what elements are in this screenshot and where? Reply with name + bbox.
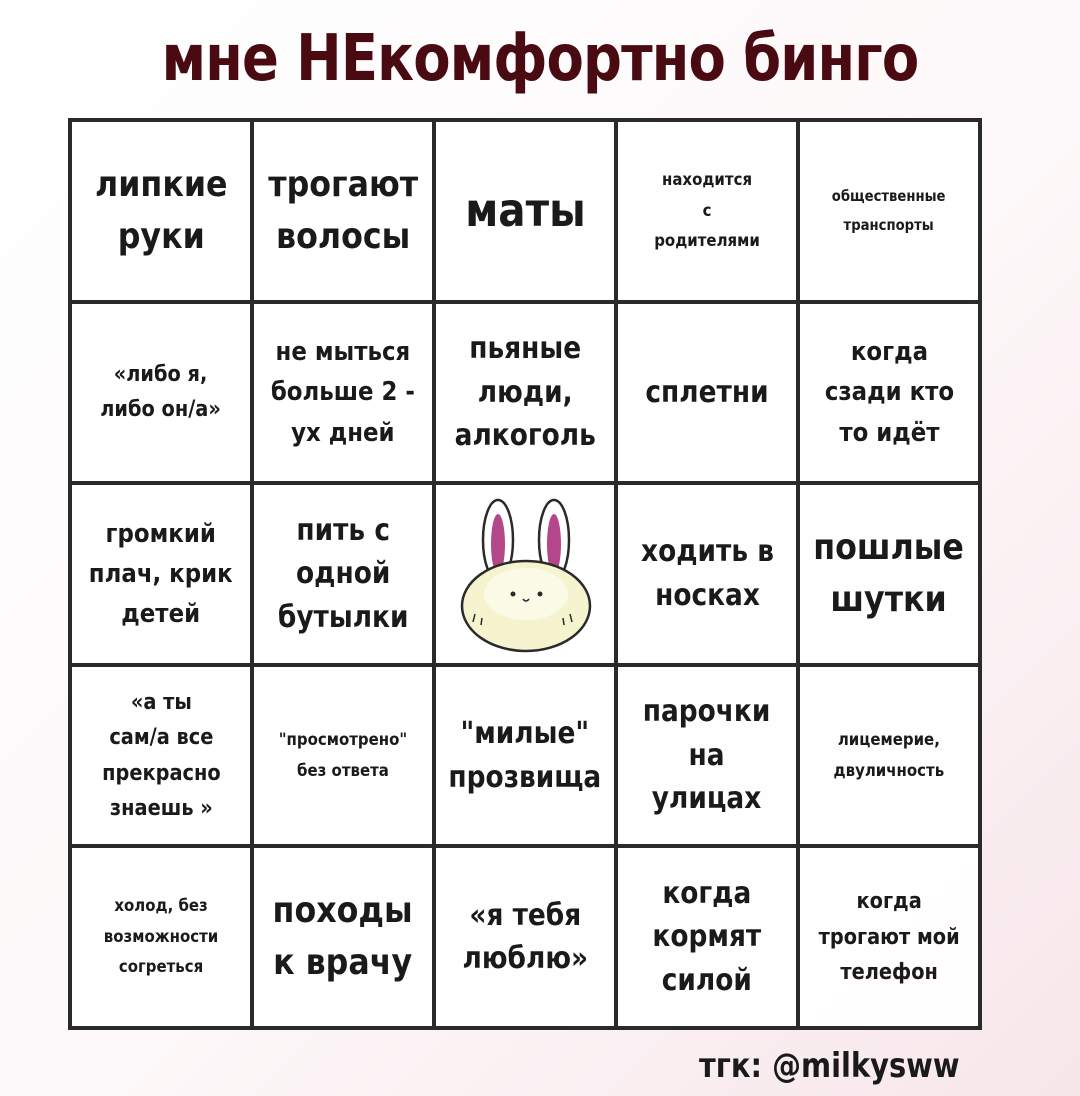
cell-text: «либо я, либо он/а» [100, 362, 222, 423]
page-title: мне НЕкомфортно бинго [161, 22, 919, 96]
cell-text: ходить в носках [640, 534, 774, 613]
cell-text: «я тебя люблю» [462, 897, 588, 977]
bingo-cell [616, 483, 798, 665]
cell-text: сплетни [645, 374, 769, 410]
bingo-cell [252, 120, 434, 302]
cell-text: походы к врачу [272, 890, 414, 984]
cell-text: не мыться больше 2 - ух дней [270, 336, 416, 448]
cell-text: пить с одной бутылки [277, 512, 409, 635]
cell-text: когда кормят силой [652, 875, 762, 998]
cell-text: общественные транспорты [832, 187, 946, 234]
bingo-cell [798, 483, 980, 665]
cell-text: громкий плач, крик детей [89, 518, 233, 630]
cell-text: парочки на улицах [643, 694, 771, 817]
bingo-cell [434, 120, 616, 302]
bingo-cell [252, 302, 434, 484]
cell-text: "милые" прозвища [448, 716, 602, 795]
cell-text: когда трогают мой телефон [818, 889, 960, 985]
bingo-cell [70, 120, 252, 302]
bingo-cell [70, 846, 252, 1028]
cell-text: когда сзади кто то идёт [824, 336, 954, 448]
bingo-cell [798, 665, 980, 847]
bingo-cell [70, 302, 252, 484]
bingo-cell [616, 846, 798, 1028]
cell-text: находится с родителями [654, 169, 760, 252]
bingo-cell [616, 120, 798, 302]
cell-text: трогают волосы [268, 163, 418, 257]
cell-text: пошлые шутки [813, 526, 965, 620]
bingo-cell [252, 665, 434, 847]
bingo-cell [252, 483, 434, 665]
bingo-cell [798, 120, 980, 302]
bingo-cell [70, 665, 252, 847]
bingo-cell [434, 846, 616, 1028]
cell-text: липкие руки [94, 163, 228, 257]
cell-text: "просмотрено" без ответа [278, 730, 408, 781]
bingo-cell [798, 846, 980, 1028]
bingo-cell [434, 665, 616, 847]
bingo-cell [434, 302, 616, 484]
bunny-icon [450, 494, 600, 654]
cell-text: пьяные люди, алкоголь [454, 331, 596, 454]
cell-text: «а ты сам/а все прекрасно знаешь » [101, 690, 221, 821]
bingo-cell [616, 302, 798, 484]
bingo-grid [68, 118, 982, 1030]
cell-text: холод, без возможности согреться [103, 896, 219, 978]
bingo-cell-center [434, 483, 616, 665]
footer-credit: тгк: @milkysww [699, 1046, 960, 1086]
cell-text: лицемерие, двуличность [833, 730, 945, 781]
bingo-cell [616, 665, 798, 847]
bingo-cell [252, 846, 434, 1028]
cell-text: маты [464, 183, 586, 238]
bingo-cell [70, 483, 252, 665]
bingo-cell [798, 302, 980, 484]
